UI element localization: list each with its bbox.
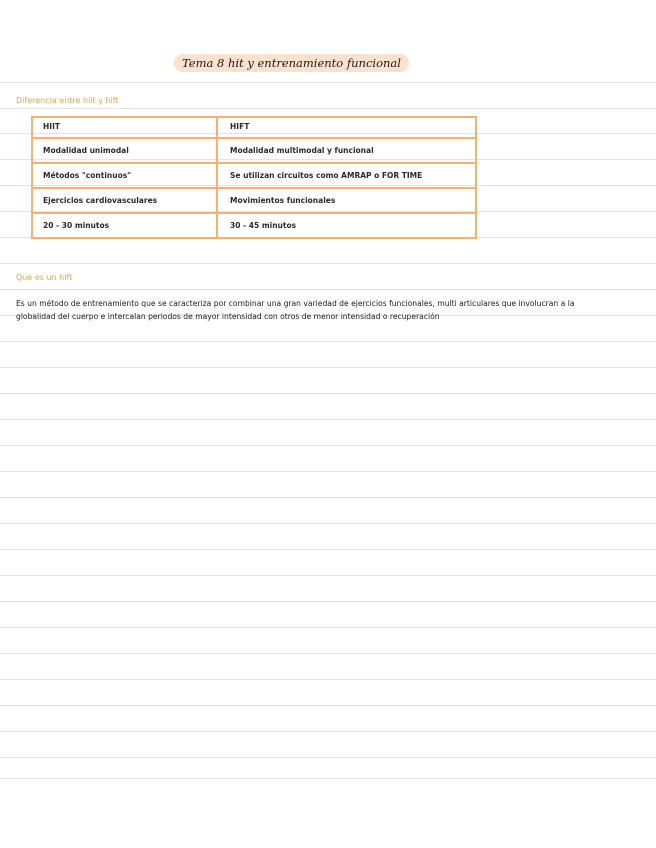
ruled-line — [0, 341, 656, 342]
section-heading-difference: Diferencia entre hiit y hift — [16, 96, 119, 105]
table-header-row — [33, 118, 475, 137]
table-row — [33, 212, 475, 237]
table-row — [33, 137, 475, 162]
ruled-line — [0, 627, 656, 628]
ruled-line — [0, 445, 656, 446]
ruled-line — [0, 778, 656, 779]
ruled-line — [0, 705, 656, 706]
ruled-line — [0, 263, 656, 264]
table-cell: Movimientos funcionales — [230, 196, 336, 205]
table-row — [33, 162, 475, 187]
ruled-line — [0, 108, 656, 109]
ruled-line — [0, 731, 656, 732]
ruled-line — [0, 289, 656, 290]
ruled-line — [0, 679, 656, 680]
ruled-line — [0, 523, 656, 524]
ruled-line — [0, 757, 656, 758]
ruled-line — [0, 497, 656, 498]
ruled-line — [0, 367, 656, 368]
hift-definition-paragraph: Es un método de entrenamiento que se caracteriza por combinar una gran variedad de ejercicios funcionales, multi articulares que involucran a la globalidad del cuerpo e intercalan periodos de mayor intensidad con otros de menor intensidad o recuperación — [16, 299, 575, 321]
table-header-hift: HIFT — [230, 122, 250, 131]
section-heading-what-is-hift: Qué es un hift — [16, 273, 73, 282]
ruled-line — [0, 601, 656, 602]
page-title: Tema 8 hit y entrenamiento funcional — [174, 54, 409, 72]
table-header-hiit: HIIT — [33, 118, 218, 137]
table-cell: Modalidad multimodal y funcional — [230, 146, 374, 155]
table-cell: Métodos "continuos" — [33, 164, 218, 187]
ruled-line — [0, 82, 656, 83]
table-cell: Se utilizan circuitos como AMRAP o FOR TIME — [230, 171, 423, 180]
ruled-line — [0, 653, 656, 654]
table-cell: Ejercicios cardiovasculares — [33, 189, 218, 212]
table-cell: 20 - 30 minutos — [33, 214, 218, 237]
ruled-line — [0, 471, 656, 472]
table-row — [33, 187, 475, 212]
ruled-line — [0, 419, 656, 420]
ruled-line — [0, 549, 656, 550]
ruled-line — [0, 575, 656, 576]
table-cell: Modalidad unimodal — [33, 139, 218, 162]
ruled-line — [0, 393, 656, 394]
table-cell: 30 - 45 minutos — [230, 221, 297, 230]
comparison-table — [31, 116, 477, 239]
